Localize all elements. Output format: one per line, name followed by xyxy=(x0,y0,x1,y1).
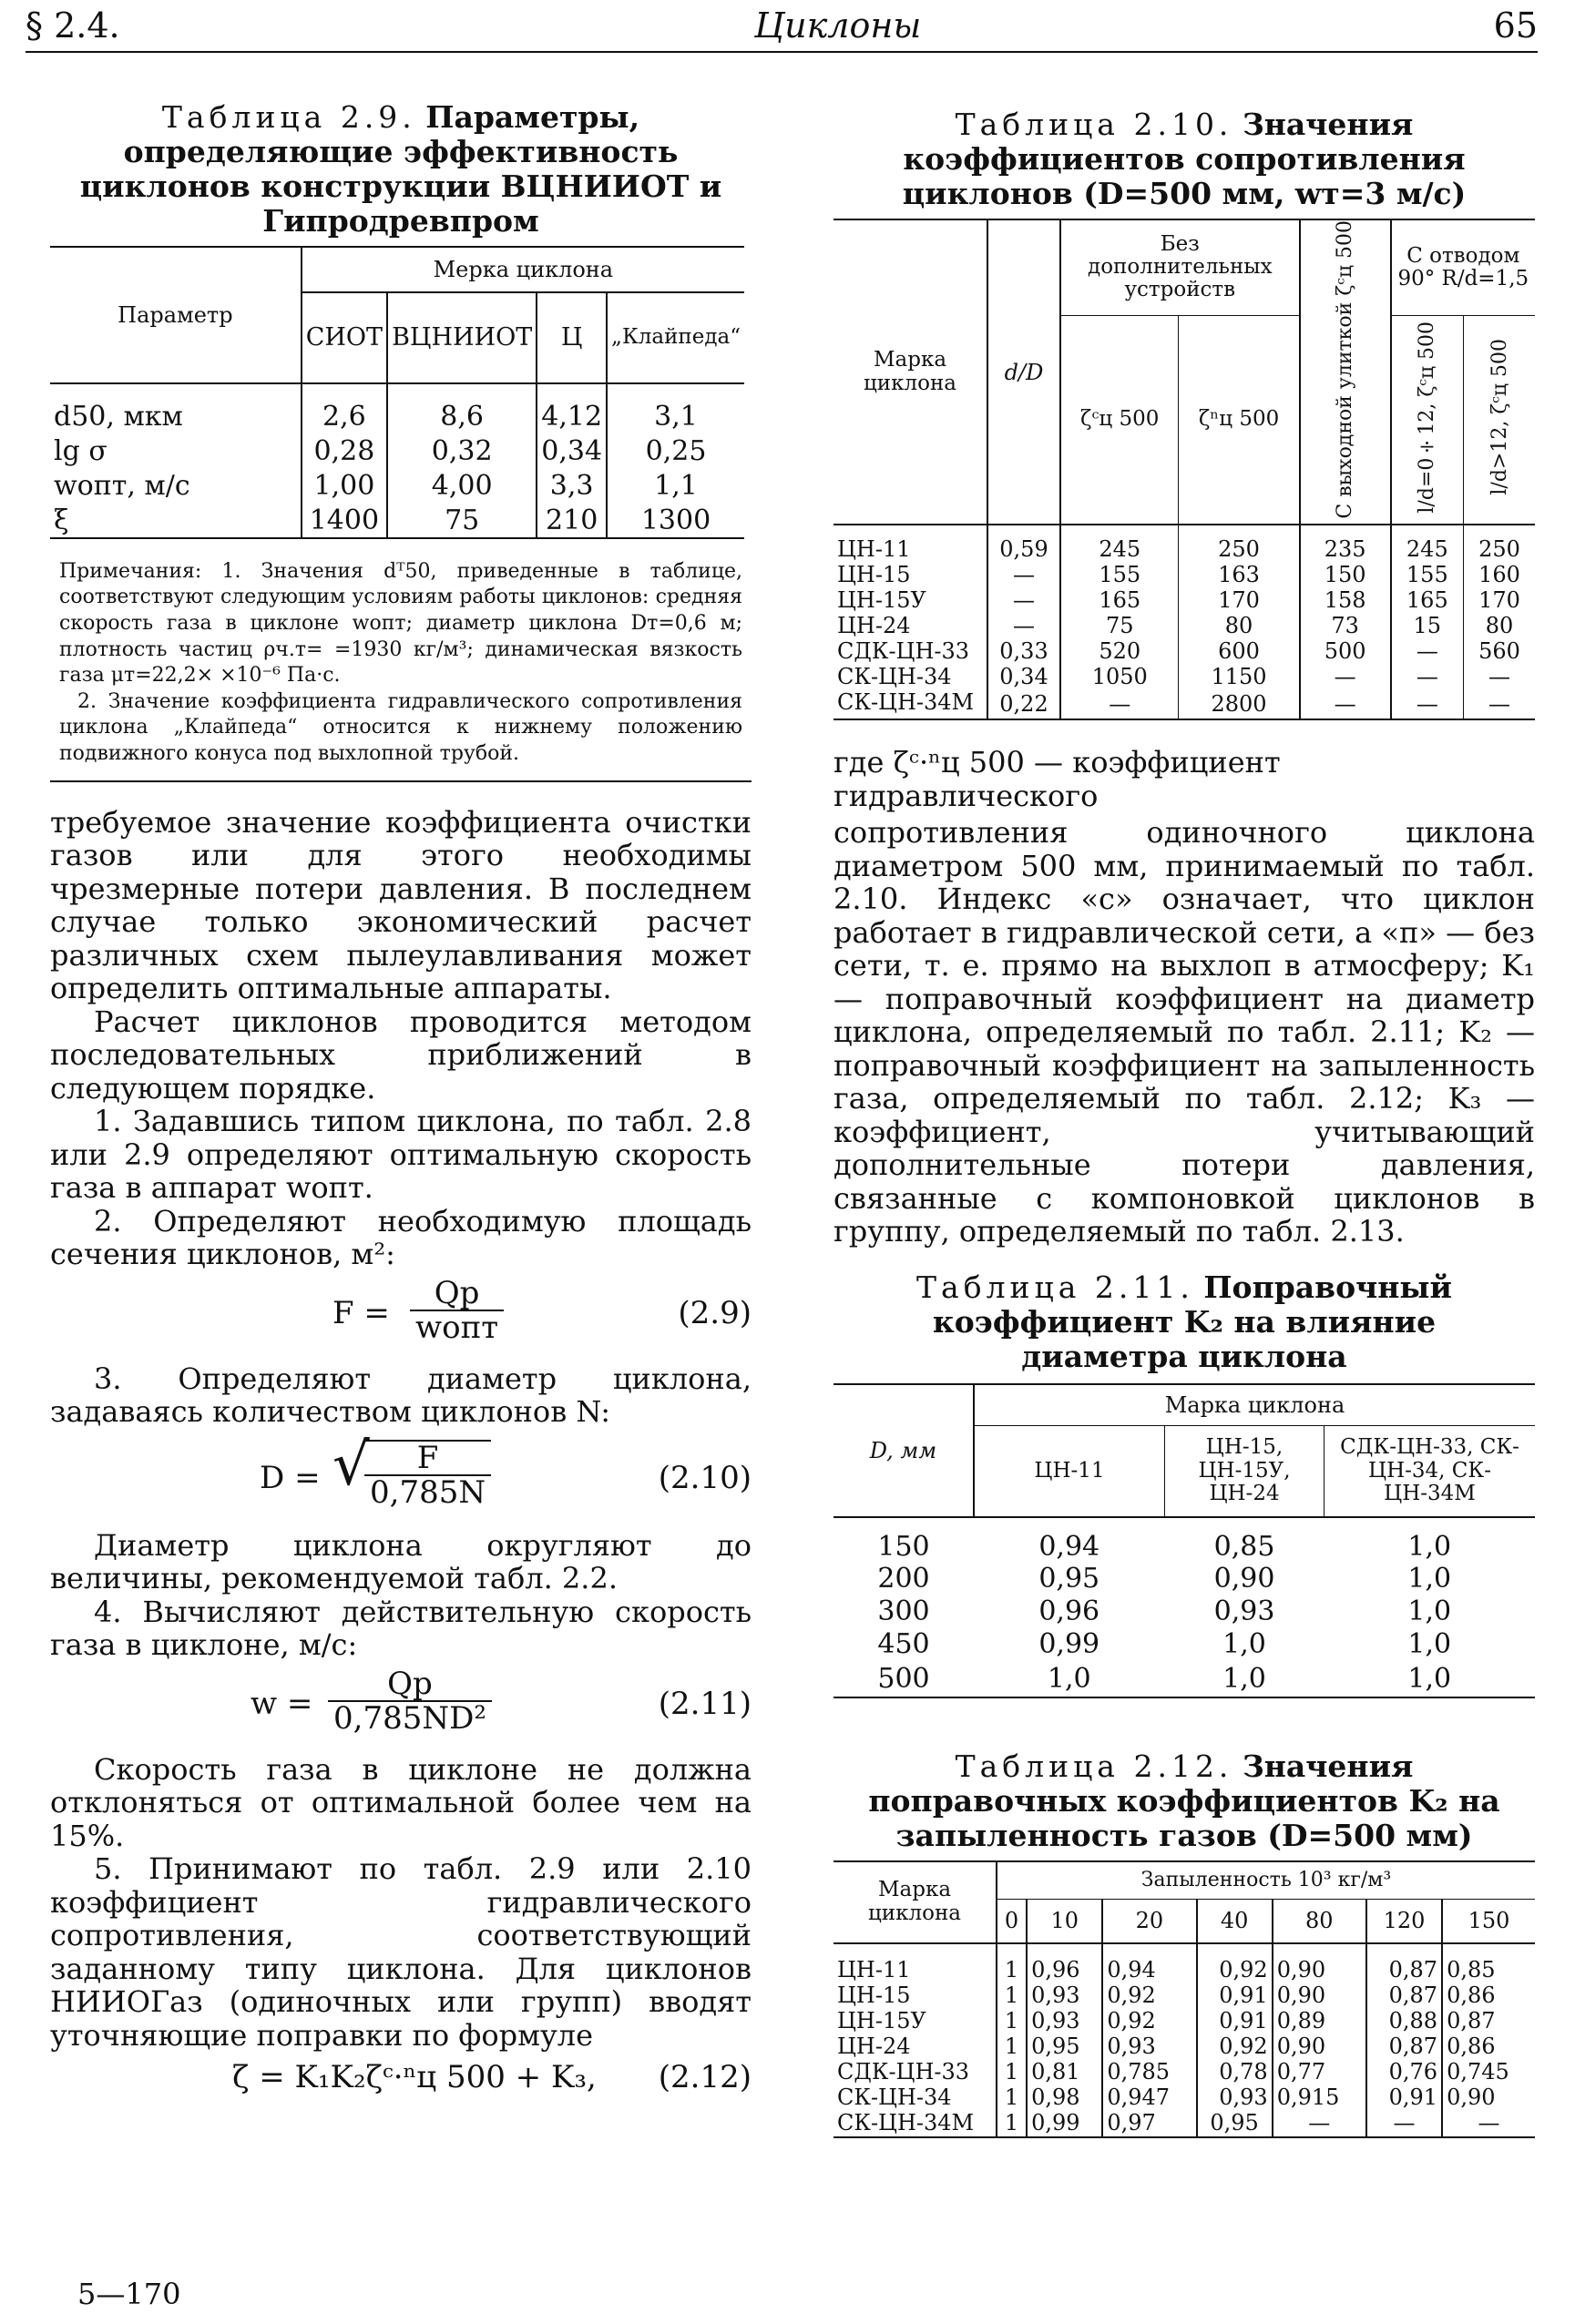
equation-2-11: w = Qр 0,785ND² (2.11) xyxy=(251,1665,752,1737)
table-row: wопт, м/с 1,00 4,00 3,3 1,1 xyxy=(50,469,744,504)
table-2-12-caption: Таблица 2.12. Значения поправочных коэффициентов K₂ на запыленность газов (D=500 мм) xyxy=(868,1748,1500,1853)
table-row: lg σ 0,28 0,32 0,34 0,25 xyxy=(50,434,744,469)
running-header xyxy=(26,5,1538,53)
table-2-9-caption: Таблица 2.9. Параметры, определяющие эффективность циклонов конструкции ВЦНИИОТ и Гипродревпром xyxy=(79,99,722,239)
table-row: 200 0,95 0,90 1,0 xyxy=(877,1563,1452,1595)
signature-mark: 5—170 xyxy=(77,2277,181,2311)
table-row: ЦН-11 1 0,96 0,94 0,92 0,90 0,87 0,85 xyxy=(834,1943,1535,1983)
table-row: 300 0,96 0,93 1,0 xyxy=(877,1595,1452,1628)
table-row: ЦН-15У 1 0,93 0,92 0,91 0,89 0,88 0,87 xyxy=(834,2008,1535,2034)
col-header-group: Марка циклона xyxy=(974,1384,1535,1426)
table-row: СК-ЦН-34М 0,22 — 2800 — — — xyxy=(834,689,1535,719)
table-row: ЦН-24 1 0,95 0,93 0,92 0,90 0,87 0,86 xyxy=(834,2034,1535,2059)
table-row: СДК-ЦН-33 1 0,81 0,785 0,78 0,77 0,76 0,745 xyxy=(834,2059,1535,2084)
col-header-mark: Марка циклона xyxy=(834,219,987,525)
right-body-text: где ζᶜ·ⁿц 500 — коэффициент гидравлического сопротивления одиночного циклона диаметром 500 мм, принимаемый по табл. 2.10. Индекс «с» означает, что циклон работает в гидравлической сети, а «п» — без сети, т. е. прямо на выхлоп в атмосферу; K₁ — поправочный коэффициент на диаметр циклона, определяемый по табл. 2.11; K₂ — поправочный коэффициент на запыленность газа, определяемый по табл. 2.12; K₃ — коэффициент, учитывающий дополнительные потери давления, связанные с компоновкой циклонов в группу, определяемый по табл. 2.13. xyxy=(834,745,1535,1249)
right-column xyxy=(834,107,1535,2138)
col-header: ВЦНИИОТ xyxy=(387,292,537,383)
radical-sign: √ xyxy=(332,1431,370,1499)
col-header-dd: d/D xyxy=(987,219,1060,525)
table-row: СК-ЦН-34 0,34 1050 1150 — — — xyxy=(834,664,1535,689)
col-header-bend: С отводом 90° R/d=1,5 xyxy=(1391,219,1535,315)
table-2-10: Марка циклона d/D Без дополнительных устройств С выходной улиткой ζᶜц 500 С отводом 90° R/d=1,5 ζᶜц 500 ζⁿц 500 l/d=0÷12, ζᶜц 500 l/d>12, ζᶜц 500 ЦН-11 0,59 245 250 235 245 250 ЦН-15 — 155 163 150 155 160 ЦН-15У — 165 170 158 165 170 ЦН-24 — 75 80 73 15 80 СДК-ЦН-33 0,33 520 600 500 — 560 СК-ЦН-34 0,34 1050 1150 — — — СК-ЦН-34М 0,22 — 2800 — — — xyxy=(834,219,1535,721)
table-2-11: D, мм Марка циклона ЦН-11 ЦН-15, ЦН-15У, ЦН-24 СДК-ЦН-33, СК-ЦН-34, СК-ЦН-34М 150 0,94 0,85 1,0 200 0,95 0,90 1,0 300 0,96 0,93 1,0 450 0,99 1,0 1,0 500 1,0 1,0 1,0 xyxy=(834,1383,1535,1698)
col-header-mark: Марка циклона xyxy=(834,1861,997,1943)
table-row: ЦН-11 0,59 245 250 235 245 250 xyxy=(834,525,1535,562)
table-row: 150 0,94 0,85 1,0 xyxy=(877,1530,1452,1563)
col-header-noextra: Без дополнительных устройств xyxy=(1060,219,1300,315)
col-header: Ц xyxy=(537,292,607,383)
equation-2-9: F = Qр wопт (2.9) xyxy=(332,1274,752,1346)
table-2-11-caption: Таблица 2.11. Поправочный коэффициент K₂ на влияние диаметра циклона xyxy=(916,1269,1452,1374)
table-2-9-notes: Примечания: 1. Значения dᵀ50, приведенные в таблице, соответствуют следующим условиям работы циклонов: средняя скорость газа в циклоне wопт; диаметр циклона Dт=0,6 м; плотность частиц ρч.т= =1930 кг/м³; динамическая вязкость газа μт=22,2× ×10⁻⁶ Па·с. 2. Значение коэффициента гидравлического сопротивления циклона „Клайпеда“ относится к нижнему положению подвижного конуса под выхлопной трубой. xyxy=(50,559,752,782)
table-row: ЦН-15У — 165 170 158 165 170 xyxy=(834,587,1535,613)
col-header: СИОТ xyxy=(302,292,387,383)
col-header-d: D, мм xyxy=(834,1384,974,1517)
section-number: § 2.4. xyxy=(26,5,120,46)
table-row: ЦН-15 1 0,93 0,92 0,91 0,90 0,87 0,86 xyxy=(834,1983,1535,2008)
table-row: 500 1,0 1,0 1,0 xyxy=(877,1662,1452,1695)
col-header: „Клайпеда“ xyxy=(607,292,744,383)
page-number: 65 xyxy=(1493,5,1538,46)
running-title: Циклоны xyxy=(754,5,922,46)
equation-2-10: D = √ $\frac{F}{0,785N}$ (2.10) xyxy=(260,1431,752,1511)
table-2-12: Марка циклона Запыленность 10³ кг/м³ 0 10 20 40 80 120 150 ЦН-11 1 0,96 0,94 0,92 0,90 0,87 0,85 ЦН-15 1 0,93 0,92 0,91 0,90 0,87 0,86 ЦН-15У 1 0,93 0,92 0,91 0,89 0,88 0,87 ЦН-24 1 0,95 0,93 0,92 0,90 0,87 0,86 СДК-ЦН-33 1 0,81 0,785 0,78 0,77 0,76 0,745 СК-ЦН-34 1 0,98 0,947 0,93 0,915 0,91 0,90 СК-ЦН-34М 1 0,99 0,97 0,95 — — — xyxy=(834,1860,1535,2138)
table-row: d50, мкм 2,6 8,6 4,12 3,1 xyxy=(50,400,744,434)
left-column xyxy=(50,100,752,2106)
left-body-text: требуемое значение коэффициента очистки газов или для этого необходимы чрезмерные потери давления. В последнем случае только экономический расчет различных схем пылеулавливания может определить оптимальные аппараты. Расчет циклонов проводится методом последовательных приближений в следующем порядке. 1. Задавшись типом циклона, по табл. 2.8 или 2.9 определяют оптимальную скорость газа в аппарат wопт. 2. Определяют необходимую площадь сечения циклонов, м²: F = Qр wопт (2.9) 3. Определяют диаметр циклона, задаваясь количеством циклонов N: D = √ $\frac{F}{0,785N}$ (2.10) Диаметр циклона округляют до величины, рекомендуемой табл. 2.2. 4. Вычисляют действительную скорость газа в циклоне, м/с: w = Qр 0,785ND² (2.11) Скорость газа в циклоне не должна отклоняться от оптимальной более чем на 15%. 5. Принимают по табл. 2.9 или 2.10 коэффициент гидравлического сопротивления, соответствующий заданному типу циклона. Для циклонов НИИОГаз (одиночных или групп) вводят уточняющие поправки по формуле ζ = K₁K₂ζᶜ·ⁿц 500 + K₃, (2.12) xyxy=(50,806,752,2107)
table-row: СК-ЦН-34М 1 0,99 0,97 0,95 — — — xyxy=(834,2110,1535,2137)
equation-2-12: ζ = K₁K₂ζᶜ·ⁿц 500 + K₃, (2.12) xyxy=(232,2059,752,2095)
col-header-param: Параметр xyxy=(50,247,302,383)
table-row: ЦН-15 — 155 163 150 155 160 xyxy=(834,562,1535,587)
table-row: СК-ЦН-34 1 0,98 0,947 0,93 0,915 0,91 0,90 xyxy=(834,2084,1535,2110)
table-2-10-caption: Таблица 2.10. Значения коэффициентов сопротивления циклонов (D=500 мм, wт=3 м/с) xyxy=(902,107,1467,211)
table-row: СДК-ЦН-33 0,33 520 600 500 — 560 xyxy=(834,638,1535,664)
table-row: ξ 1400 75 210 1300 xyxy=(50,504,744,538)
table-row: 450 0,99 1,0 1,0 xyxy=(877,1628,1452,1661)
table-row: ЦН-24 — 75 80 73 15 80 xyxy=(834,613,1535,638)
col-header-group: Запыленность 10³ кг/м³ xyxy=(997,1861,1535,1900)
col-header-group: Мерка циклона xyxy=(302,247,744,292)
col-header-snail: С выходной улиткой ζᶜц 500 xyxy=(1300,219,1391,525)
table-2-9 xyxy=(50,246,744,539)
